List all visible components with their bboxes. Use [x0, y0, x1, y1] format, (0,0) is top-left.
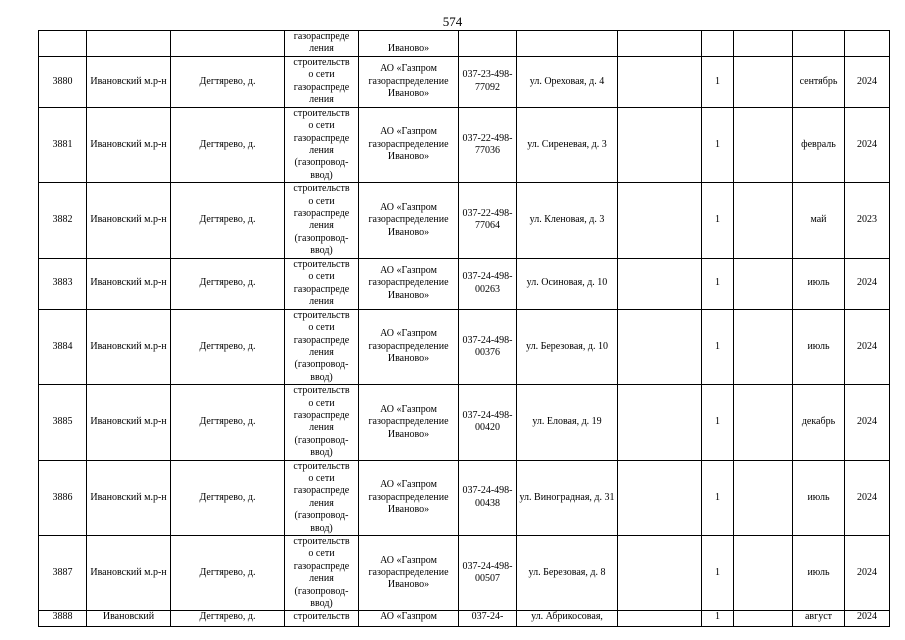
table-row [39, 309, 890, 384]
page-number: 574 [442, 14, 463, 29]
cell-year: 2024 [845, 460, 890, 535]
cell-number: 3885 [39, 385, 87, 460]
cell-quantity: 1 [702, 309, 734, 384]
cell-organization: АО «Газпром [359, 611, 459, 627]
cell-quantity: 1 [702, 611, 734, 627]
cell-district [87, 31, 171, 57]
table-row [39, 536, 890, 611]
cell-locality: Дегтярево, д. [171, 536, 285, 611]
cell-locality: Дегтярево, д. [171, 460, 285, 535]
cell-month [793, 31, 845, 57]
cell-work-type: строительств о сети газораспреде ления (газопровод- ввод) [285, 107, 359, 182]
cell-organization: АО «Газпром газораспределение Иваново» [359, 183, 459, 258]
cell-address: ул. Ореховая, д. 4 [517, 56, 618, 107]
cell-extra [618, 183, 702, 258]
table-row [39, 460, 890, 535]
cell-work-type: строительств о сети газораспреде ления (газопровод- ввод) [285, 460, 359, 535]
cell-address: ул. Сиреневая, д. 3 [517, 107, 618, 182]
cell-year: 2023 [845, 183, 890, 258]
cell-application-code: 037-24-498-00263 [459, 258, 517, 309]
cell-application-code: 037-22-498-77036 [459, 107, 517, 182]
cell-blank [734, 258, 793, 309]
cell-address: ул. Березовая, д. 10 [517, 309, 618, 384]
cell-month: июль [793, 536, 845, 611]
cell-work-type: газораспреде ления [285, 31, 359, 57]
cell-quantity: 1 [702, 258, 734, 309]
cell-address: ул. Кленовая, д. 3 [517, 183, 618, 258]
cell-blank [734, 611, 793, 627]
cell-extra [618, 56, 702, 107]
cell-number: 3887 [39, 536, 87, 611]
cell-application-code: 037-24-498-00420 [459, 385, 517, 460]
cell-number: 3886 [39, 460, 87, 535]
cell-quantity: 1 [702, 183, 734, 258]
cell-district: Ивановский м.р-н [87, 56, 171, 107]
cell-district: Ивановский [87, 611, 171, 627]
cell-organization: АО «Газпром газораспределение Иваново» [359, 536, 459, 611]
cell-work-type: строительств о сети газораспреде ления [285, 56, 359, 107]
cell-application-code [459, 31, 517, 57]
cell-address: ул. Березовая, д. 8 [517, 536, 618, 611]
cell-organization: Иваново» [359, 31, 459, 57]
cell-application-code: 037-24-498-00438 [459, 460, 517, 535]
cell-locality: Дегтярево, д. [171, 56, 285, 107]
cell-blank [734, 183, 793, 258]
cell-month: август [793, 611, 845, 627]
cell-application-code: 037-24-498-00507 [459, 536, 517, 611]
cell-number: 3880 [39, 56, 87, 107]
cell-quantity: 1 [702, 56, 734, 107]
cell-number: 3884 [39, 309, 87, 384]
cell-extra [618, 385, 702, 460]
cell-locality: Дегтярево, д. [171, 183, 285, 258]
table-row [39, 385, 890, 460]
cell-locality: Дегтярево, д. [171, 385, 285, 460]
cell-extra [618, 107, 702, 182]
cell-extra [618, 611, 702, 627]
table-row [39, 258, 890, 309]
cell-district: Ивановский м.р-н [87, 183, 171, 258]
cell-work-type: строительств о сети газораспреде ления (газопровод- ввод) [285, 536, 359, 611]
cell-blank [734, 56, 793, 107]
cell-month: июль [793, 309, 845, 384]
cell-month: февраль [793, 107, 845, 182]
cell-organization: АО «Газпром газораспределение Иваново» [359, 309, 459, 384]
cell-quantity [702, 31, 734, 57]
cell-year: 2024 [845, 309, 890, 384]
cell-locality: Дегтярево, д. [171, 107, 285, 182]
cell-locality: Дегтярево, д. [171, 258, 285, 309]
cell-organization: АО «Газпром газораспределение Иваново» [359, 385, 459, 460]
cell-application-code: 037-24-498-00376 [459, 309, 517, 384]
cell-work-type: строительств [285, 611, 359, 627]
cell-extra [618, 460, 702, 535]
cell-quantity: 1 [702, 107, 734, 182]
cell-address: ул. Виноградная, д. 31 [517, 460, 618, 535]
cell-year: 2024 [845, 536, 890, 611]
cell-month: май [793, 183, 845, 258]
cell-number [39, 31, 87, 57]
cell-work-type: строительств о сети газораспреде ления (газопровод- ввод) [285, 183, 359, 258]
cell-application-code: 037-22-498-77064 [459, 183, 517, 258]
cell-year: 2024 [845, 107, 890, 182]
cell-address [517, 31, 618, 57]
cell-number: 3881 [39, 107, 87, 182]
cell-month: июль [793, 460, 845, 535]
cell-district: Ивановский м.р-н [87, 258, 171, 309]
cell-locality [171, 31, 285, 57]
cell-address: ул. Осиновая, д. 10 [517, 258, 618, 309]
cell-quantity: 1 [702, 385, 734, 460]
table-row [39, 56, 890, 107]
cell-application-code: 037-23-498-77092 [459, 56, 517, 107]
cell-extra [618, 536, 702, 611]
cell-month: сентябрь [793, 56, 845, 107]
cell-year: 2024 [845, 385, 890, 460]
cell-blank [734, 31, 793, 57]
cell-organization: АО «Газпром газораспределение Иваново» [359, 258, 459, 309]
cell-blank [734, 309, 793, 384]
cell-organization: АО «Газпром газораспределение Иваново» [359, 460, 459, 535]
table-row [39, 107, 890, 182]
table-row-continued [39, 31, 890, 57]
table-row-truncated [39, 611, 890, 627]
cell-organization: АО «Газпром газораспределение Иваново» [359, 56, 459, 107]
cell-quantity: 1 [702, 536, 734, 611]
cell-organization: АО «Газпром газораспределение Иваново» [359, 107, 459, 182]
cell-number: 3882 [39, 183, 87, 258]
cell-work-type: строительств о сети газораспреде ления (газопровод- ввод) [285, 309, 359, 384]
cell-blank [734, 385, 793, 460]
cell-district: Ивановский м.р-н [87, 107, 171, 182]
cell-month: июль [793, 258, 845, 309]
table-row [39, 183, 890, 258]
cell-extra [618, 309, 702, 384]
cell-locality: Дегтярево, д. [171, 309, 285, 384]
cell-district: Ивановский м.р-н [87, 309, 171, 384]
cell-number: 3888 [39, 611, 87, 627]
cell-address: ул. Абрикосовая, [517, 611, 618, 627]
cell-blank [734, 107, 793, 182]
cell-year [845, 31, 890, 57]
cell-year: 2024 [845, 611, 890, 627]
cell-application-code: 037-24- [459, 611, 517, 627]
cell-month: декабрь [793, 385, 845, 460]
cell-district: Ивановский м.р-н [87, 536, 171, 611]
cell-blank [734, 536, 793, 611]
cell-work-type: строительств о сети газораспреде ления [285, 258, 359, 309]
cell-extra [618, 31, 702, 57]
cell-blank [734, 460, 793, 535]
cell-address: ул. Еловая, д. 19 [517, 385, 618, 460]
cell-year: 2024 [845, 258, 890, 309]
cell-extra [618, 258, 702, 309]
cell-district: Ивановский м.р-н [87, 460, 171, 535]
cell-locality: Дегтярево, д. [171, 611, 285, 627]
cell-year: 2024 [845, 56, 890, 107]
gas-connection-table [38, 30, 890, 627]
cell-quantity: 1 [702, 460, 734, 535]
cell-work-type: строительств о сети газораспреде ления (газопровод- ввод) [285, 385, 359, 460]
cell-number: 3883 [39, 258, 87, 309]
cell-district: Ивановский м.р-н [87, 385, 171, 460]
